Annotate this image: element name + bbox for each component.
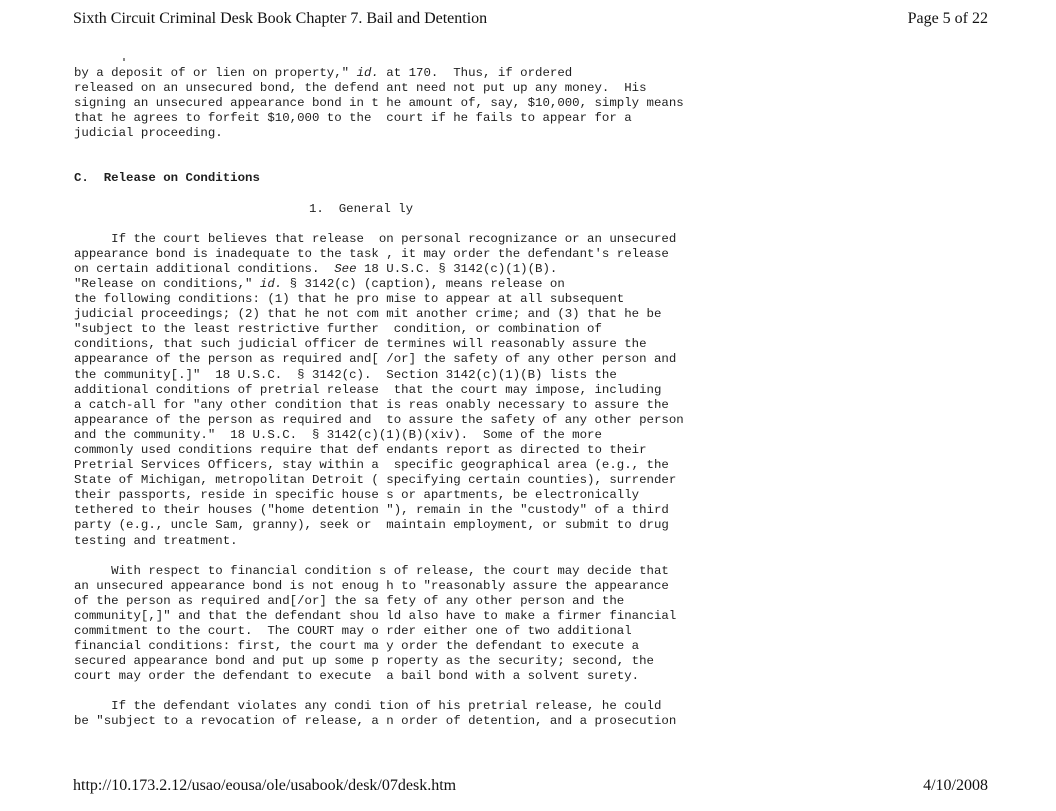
text-line: be "subject to a revocation of release, a n order of detention, and a prosecution <box>74 714 677 729</box>
text-line: If the defendant violates any condi tion of his pretrial release, he could <box>74 699 662 714</box>
text-line: that he agrees to forfeit $10,000 to the court if he fails to appear for a <box>74 111 632 126</box>
footer-url: http://10.173.2.12/usao/eousa/ole/usabook/desk/07desk.htm <box>73 777 457 794</box>
text-line: additional conditions of pretrial release that the court may impose, including <box>74 382 662 397</box>
document-body <box>74 66 754 730</box>
text-line: If the court believes that release on personal recognizance or an unsecured <box>74 231 677 246</box>
text-line: commonly used conditions require that def endants report as directed to their <box>74 442 647 457</box>
text-line: With respect to financial condition s of release, the court may decide that <box>74 563 669 578</box>
text-line: the following conditions: (1) that he pro mise to appear at all subsequent <box>74 292 625 307</box>
text-line: of the person as required and[/or] the sa fety of any other person and the <box>74 593 625 608</box>
paragraph-1 <box>74 66 754 141</box>
text-line: court may order the defendant to execute a bail bond with a solvent surety. <box>74 669 640 684</box>
text-line: testing and treatment. <box>74 533 238 548</box>
text-line: community[,]" and that the defendant shou ld also have to make a firmer financial <box>74 608 677 623</box>
scan-artifact-mark <box>123 58 125 61</box>
text-line: judicial proceeding. <box>74 126 223 141</box>
text-line: secured appearance bond and put up some p roperty as the security; second, the <box>74 654 654 669</box>
text-line: party (e.g., uncle Sam, granny), seek or maintain employment, or submit to drug <box>74 518 669 533</box>
paragraph-2 <box>74 232 754 549</box>
text-line: by a deposit of or lien on property," id. at 170. Thus, if ordered <box>74 66 573 80</box>
text-line: State of Michigan, metropolitan Detroit ( specifying certain counties), surrender <box>74 473 677 488</box>
paragraph-3 <box>74 564 754 685</box>
text-line: and the community." 18 U.S.C. § 3142(c)(1)(B)(xiv). Some of the more <box>74 427 602 442</box>
text-line: Pretrial Services Officers, stay within a specific geographical area (e.g., the <box>74 458 669 473</box>
text-line: their passports, reside in specific house s or apartments, be electronically <box>74 488 640 503</box>
text-line: released on an unsecured bond, the defend ant need not put up any money. His <box>74 81 647 96</box>
page-number: Page 5 of 22 <box>907 10 988 27</box>
text-line: on certain additional conditions. See 18 U.S.C. § 3142(c)(1)(B). <box>74 261 558 276</box>
section-heading: C. Release on Conditions <box>74 171 260 186</box>
text-line: signing an unsecured appearance bond in t he amount of, say, $10,000, simply means <box>74 96 684 111</box>
text-line: "subject to the least restrictive further condition, or combination of <box>74 322 602 337</box>
text-line: appearance of the person as required and[ /or] the safety of any other person and <box>74 352 677 367</box>
text-line: judicial proceedings; (2) that he not com mit another crime; and (3) that he be <box>74 307 662 322</box>
text-line: appearance of the person as required and to assure the safety of any other person <box>74 412 684 427</box>
text-line: commitment to the court. The COURT may o rder either one of two additional <box>74 624 632 638</box>
paragraph-4 <box>74 699 754 729</box>
subheading: 1. General ly <box>309 201 414 216</box>
text-line: the community[.]" 18 U.S.C. § 3142(c). Section 3142(c)(1)(B) lists the <box>74 367 617 382</box>
text-line: financial conditions: first, the court ma y order the defendant to execute a <box>74 639 640 654</box>
footer-date: 4/10/2008 <box>923 777 988 794</box>
text-line: a catch-all for "any other condition that is reas onably necessary to assure the <box>74 397 669 412</box>
text-line: an unsecured appearance bond is not enoug h to "reasonably assure the appearance <box>74 578 669 593</box>
text-line: conditions, that such judicial officer de termines will reasonably assure the <box>74 337 647 352</box>
text-line: appearance bond is inadequate to the task , it may order the defendant's release <box>74 246 669 261</box>
text-line: tethered to their houses ("home detention "), remain in the "custody" of a third <box>74 503 669 518</box>
text-line: "Release on conditions," id. § 3142(c) (caption), means release on <box>74 276 565 291</box>
header-title: Sixth Circuit Criminal Desk Book Chapter 7. Bail and Detention <box>73 10 488 27</box>
